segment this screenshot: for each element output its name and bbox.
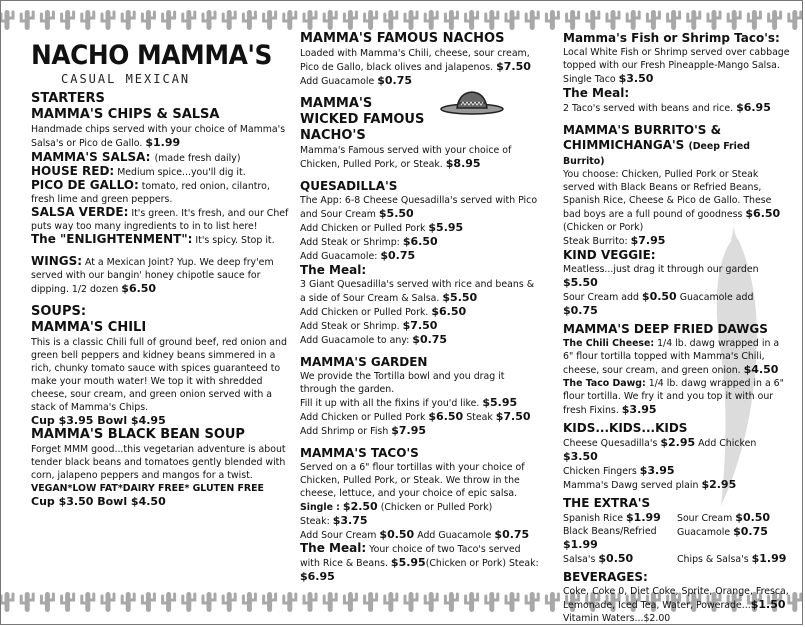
cactus-icon — [243, 10, 255, 30]
verde-item: SALSA VERDE: It's green. It's fresh, and our Chef puts way too many ingredients to in to list here! — [31, 205, 289, 232]
garden-fill: Fill it up with all the fixins if you'd like. $5.95 — [300, 396, 518, 409]
chili-title: MAMMA'S CHILI — [31, 320, 147, 335]
cactus-icon — [122, 10, 134, 30]
cactus-icon — [122, 592, 134, 612]
cactus-icon — [506, 10, 518, 30]
cactus-icon — [607, 10, 619, 30]
chili-desc: This is a classic Chili full of ground beef, red onion and green bell peppers and kidney beans simmered in a rich, chunky tomato sauce with spices guaranteed to make your mouth water! We top it with shredded cheese, sour cream, and green onion served with a stack of Mamma's Chips. — [31, 337, 287, 413]
quesadilla-app: The App: 6-8 Cheese Quesadilla's served with Pico and Sour Cream $5.50 — [300, 195, 538, 220]
cactus-icon — [567, 10, 579, 30]
extra-item: Guacamole $0.75 — [677, 525, 768, 538]
fish-tacos-meal: 2 Taco's served with beans and rice. $6.95 — [563, 101, 771, 114]
tacos-meal: The Meal: Your choice of two Taco's served with Rice & Beans. $5.95(Chicken or Pork) Steak: $6.95 — [300, 541, 539, 583]
cactus-icon — [102, 592, 114, 612]
cactus-icon — [324, 10, 336, 30]
burritos-title: MAMMA'S BURRITO'S & CHIMMICHANGA'S (Deep Fried Burrito) — [563, 123, 750, 167]
cactus-icon — [627, 10, 639, 30]
extra-item: Chips & Salsa's $1.99 — [677, 552, 787, 565]
garden-title: MAMMA'S GARDEN — [300, 355, 428, 369]
cactus-icon — [264, 10, 276, 30]
bean-soup-title: MAMMA'S BLACK BEAN SOUP — [31, 427, 245, 443]
cactus-border-top — [1, 7, 802, 31]
column-middle — [300, 31, 540, 584]
quesadilla-add-guac: Add Guacamole: $0.75 — [300, 249, 416, 262]
cactus-icon — [486, 592, 498, 612]
cactus-icon — [82, 592, 94, 612]
cactus-icon — [526, 10, 538, 30]
cactus-icon — [526, 592, 538, 612]
wicked-nachos-desc: Mamma's Famous served with your choice of Chicken, Pulled Pork, or Steak. $8.95 — [300, 145, 512, 170]
cactus-icon — [405, 592, 417, 612]
fish-tacos-desc: Local White Fish or Shrimp served over cabbage topped with our Fresh Pineapple-Mango Salsa. — [563, 47, 790, 71]
cactus-icon — [385, 10, 397, 30]
cactus-icon — [163, 592, 175, 612]
quesadillas-title: QUESADILLA'S — [300, 179, 398, 193]
quesadilla-add-steak: Add Steak or Shrimp: $6.50 — [300, 235, 438, 248]
cactus-icon — [102, 10, 114, 30]
cactus-icon — [21, 10, 33, 30]
famous-nachos-title: MAMMA'S FAMOUS NACHOS — [300, 31, 505, 46]
wicked-nachos-title: MAMMA'S WICKED FAMOUS NACHO'S — [300, 96, 425, 143]
tacos-single: Single : $2.50 (Chicken or Pulled Pork) — [300, 500, 493, 513]
cactus-icon — [445, 10, 457, 30]
extra-item: Black Beans/Refried $1.99 — [563, 526, 657, 551]
chips-item: Handmade chips served with your choice of Mamma's Salsa's or Pico de Gallo. $1.99 — [31, 124, 286, 149]
beverages-list: Coke, Coke 0, Diet Coke, Sprite, Orange, Fresca, Lemonade, Iced Tea, Water, Powerade...$1.50 — [563, 586, 789, 611]
cactus-icon — [1, 592, 13, 612]
brand-logo: NACHO MAMMA'S — [31, 40, 272, 71]
extras-list — [563, 511, 791, 566]
cactus-icon — [183, 10, 195, 30]
cactus-icon — [163, 10, 175, 30]
kids-fingers: Chicken Fingers $3.95 — [563, 464, 675, 477]
cactus-icon — [486, 10, 498, 30]
cactus-icon — [203, 592, 215, 612]
tacos-steak: Steak: $3.75 — [300, 514, 368, 527]
cactus-icon — [142, 10, 154, 30]
cactus-icon — [324, 592, 336, 612]
chips-title: MAMMA'S CHIPS & SALSA — [31, 107, 220, 122]
cactus-icon — [142, 592, 154, 612]
starters-heading: STARTERS — [31, 91, 105, 106]
cactus-icon — [425, 10, 437, 30]
cactus-icon — [284, 10, 296, 30]
famous-nachos-add: Add Guacamole $0.75 — [300, 74, 413, 87]
cactus-icon — [546, 10, 558, 30]
cactus-icon — [62, 592, 74, 612]
tacos-desc: Served on a 6" flour tortillas with your choice of Chicken, Pulled Pork, or Steak. We throw in the cheese, lettuce, and your choice of epic salsa. — [300, 462, 525, 499]
cactus-icon — [21, 592, 33, 612]
quesadilla-meal-add-guac: Add Guacamole to any: $0.75 — [300, 333, 448, 346]
cactus-icon — [344, 10, 356, 30]
bean-soup-tags: VEGAN*LOW FAT*DAIRY FREE* GLUTEN FREE — [31, 483, 264, 495]
dawgs-taco: The Taco Dawg: 1/4 lb. dawg wrapped in a 6" flour tortilla. We fry it and you top it with our fresh Fixins. $3.95 — [563, 378, 784, 416]
quesadilla-meal-desc: 3 Giant Quesadilla's served with rice and beans & a side of Sour Cream & Salsa. $5.50 — [300, 279, 535, 304]
quesadilla-meal-add-chicken: Add Chicken or Pulled Pork. $6.50 — [300, 305, 467, 318]
cactus-icon — [223, 592, 235, 612]
house-red-item: HOUSE RED: Medium spice...you'll dig it. — [31, 164, 246, 178]
cactus-icon — [688, 10, 700, 30]
cactus-icon — [62, 10, 74, 30]
extras-title: THE EXTRA'S — [563, 496, 651, 510]
cactus-icon — [748, 10, 760, 30]
soups-heading: SOUPS: — [31, 304, 87, 319]
cactus-icon — [789, 10, 801, 30]
cactus-icon — [405, 10, 417, 30]
cactus-icon — [41, 592, 53, 612]
fish-tacos-meal-title: The Meal: — [563, 86, 630, 100]
extra-item: Sour Cream $0.50 — [677, 511, 771, 524]
chili-price: Cup $3.95 Bowl $4.95 — [31, 414, 166, 427]
quesadilla-add-chicken: Add Chicken or Pulled Pork $5.95 — [300, 221, 464, 234]
extra-item: Spanish Rice $1.99 — [563, 511, 661, 524]
cactus-icon — [243, 592, 255, 612]
pico-item: PICO DE GALLO: tomato, red onion, cilantro, fresh lime and green peppers. — [31, 178, 270, 205]
salsa-title: MAMMA'S SALSA: (made fresh daily) — [31, 150, 241, 164]
cactus-icon — [385, 592, 397, 612]
cactus-icon — [668, 10, 680, 30]
garden-desc: We provide the Tortilla bowl and you drag it through the garden. — [300, 371, 505, 395]
bean-soup-desc: Forget MMM good...this vegetarian adventure is about tender black beans and tomatoes gently blended with corn, jalapeno peppers and mangos for a twist. — [31, 444, 286, 482]
cactus-icon — [304, 592, 316, 612]
cactus-icon — [223, 10, 235, 30]
brand-subtitle: CASUAL MEXICAN — [61, 72, 191, 86]
dawgs-chili: The Chili Cheese: 1/4 lb. dawg wrapped in a 6" flour tortilla topped with Mamma's Chili, cheese, sour cream, and green onion. $4.50 — [563, 338, 780, 376]
famous-nachos-desc: Loaded with Mamma's Chili, cheese, sour cream, Pico de Gallo, black olives and jalapenos. $7.50 — [300, 48, 531, 73]
dawgs-title: MAMMA'S DEEP FRIED DAWGS — [563, 322, 768, 336]
beverages-vitamin: Vitamin Waters...$2.00 — [563, 613, 671, 624]
beverages-title: BEVERAGES: — [563, 570, 648, 584]
cactus-icon — [445, 592, 457, 612]
kind-veggie-title: KIND VEGGIE: — [563, 248, 656, 262]
cactus-icon — [203, 10, 215, 30]
cactus-icon — [647, 10, 659, 30]
cactus-icon — [284, 592, 296, 612]
quesadilla-meal-title: The Meal: — [300, 263, 367, 277]
kids-title: KIDS...KIDS...KIDS — [563, 421, 688, 435]
cactus-icon — [304, 10, 316, 30]
cactus-icon — [82, 10, 94, 30]
fish-tacos-single: Single Taco $3.50 — [563, 72, 654, 85]
kind-veggie-desc: Meatless...just drag it through our garden $5.50 — [563, 264, 759, 289]
cactus-icon — [264, 592, 276, 612]
cactus-icon — [466, 10, 478, 30]
cactus-icon — [708, 10, 720, 30]
garden-add-shrimp: Add Shrimp or Fish $7.95 — [300, 424, 427, 437]
fish-tacos-title: Mamma's Fish or Shrimp Taco's: — [563, 31, 780, 45]
cactus-icon — [41, 10, 53, 30]
bean-soup-price: Cup $3.50 Bowl $4.50 — [31, 495, 166, 509]
cactus-icon — [425, 592, 437, 612]
cactus-icon — [546, 592, 558, 612]
enlightenment-item: The "ENLIGHTENMENT": It's spicy. Stop it. — [31, 232, 275, 246]
cactus-icon — [466, 592, 478, 612]
tacos-adds: Add Sour Cream $0.50 Add Guacamole $0.75 — [300, 528, 530, 541]
kids-dawg: Mamma's Dawg served plain $2.95 — [563, 478, 737, 491]
quesadilla-meal-add-steak: Add Steak or Shrimp. $7.50 — [300, 319, 438, 332]
wings-item: WINGS: At a Mexican Joint? Yup. We deep fry'em served with our bangin' honey chipotle sauce for dipping. 1/2 dozen $6.50 — [31, 254, 274, 295]
cactus-icon — [728, 10, 740, 30]
garden-add-chicken: Add Chicken or Pulled Pork $6.50 Steak $7.50 — [300, 410, 531, 423]
cactus-icon — [365, 592, 377, 612]
column-right — [563, 31, 791, 625]
cactus-icon — [587, 10, 599, 30]
cactus-pattern — [1, 7, 802, 31]
cactus-icon — [344, 592, 356, 612]
cactus-icon — [1, 10, 13, 30]
cactus-icon — [183, 592, 195, 612]
cactus-icon — [769, 10, 781, 30]
burritos-desc: You choose: Chicken, Pulled Pork or Steak served with Black Beans or Refried Beans, Spanish Rice, Cheese & Pico de Gallo. These bad boys are a full pound of goodness $6.50 (Chicken or Pork) — [563, 169, 781, 233]
cactus-icon — [506, 592, 518, 612]
burritos-steak: Steak Burrito: $7.95 — [563, 234, 666, 247]
column-left — [31, 31, 289, 509]
cactus-icon — [365, 10, 377, 30]
kids-quesadilla: Cheese Quesadilla's $2.95 Add Chicken $3.50 — [563, 436, 757, 463]
kind-veggie-adds: Sour Cream add $0.50 Guacamole add $0.75 — [563, 290, 754, 317]
tacos-title: MAMMA'S TACO'S — [300, 446, 419, 460]
extra-item: Salsa's $0.50 — [563, 552, 634, 565]
